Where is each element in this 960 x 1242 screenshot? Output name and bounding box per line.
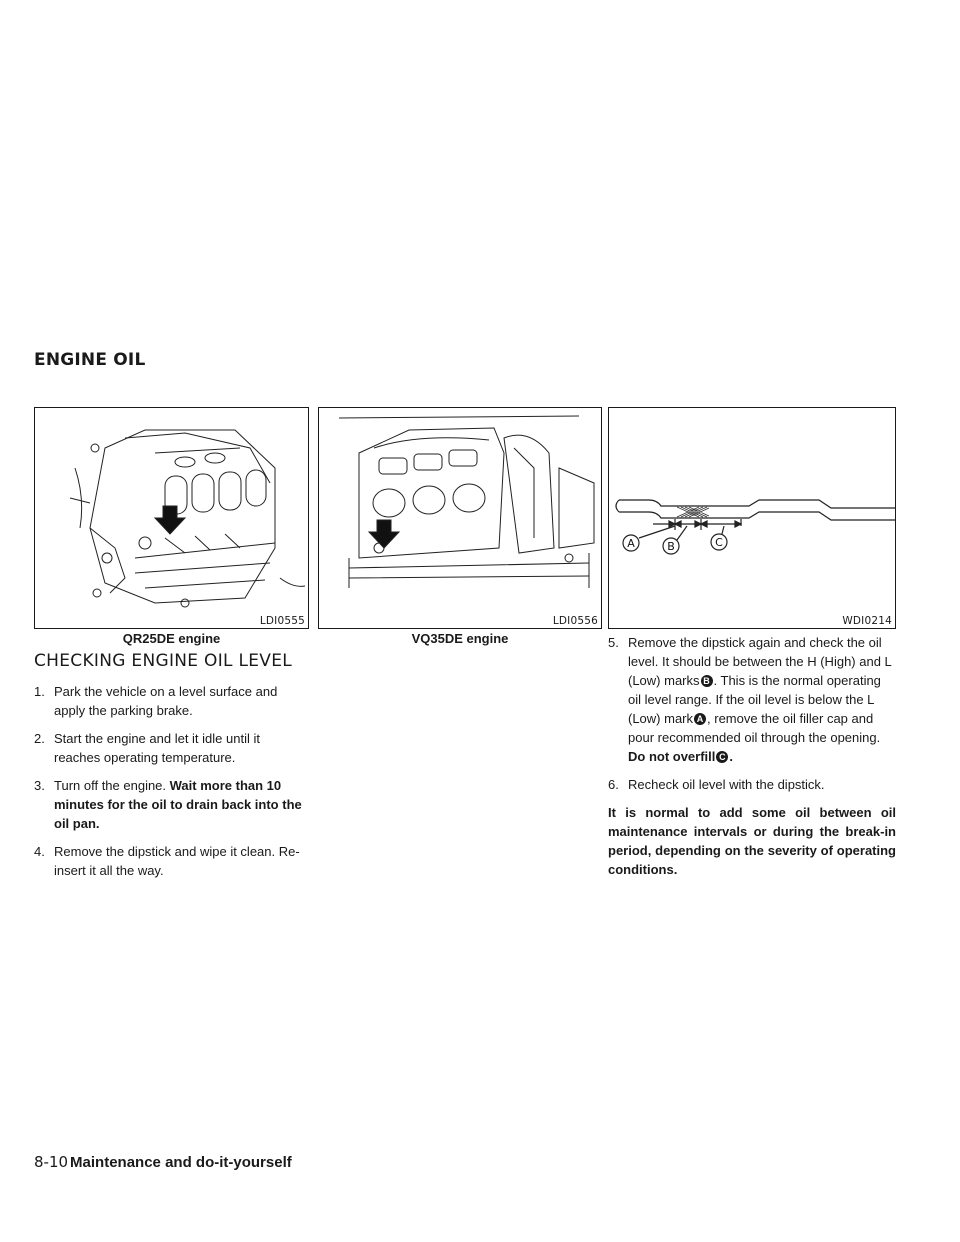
dipstick-mark-b: B — [667, 540, 675, 553]
steps-column-3 — [608, 633, 896, 879]
step-number: 6. — [608, 777, 619, 792]
step-warning: Do not overfill — [628, 749, 716, 764]
step-text: Remove the dipstick again and check the oil level. It should be between the H (High) and L (Low) marks — [628, 635, 892, 688]
step-text: Recheck oil level with the dipstick. — [628, 777, 825, 792]
step-text: Start the engine and let it idle until it reaches operating temperature. — [54, 731, 260, 765]
page-number: 8-10 — [34, 1153, 69, 1171]
step-item — [34, 682, 309, 720]
subheading: CHECKING ENGINE OIL LEVEL — [34, 651, 293, 671]
figure-code: WDI0214 — [842, 615, 892, 627]
step-number: 1. — [34, 684, 45, 699]
step-end: . — [729, 749, 734, 764]
step-item — [34, 776, 309, 833]
dipstick-illustration — [609, 408, 896, 629]
step-item — [608, 633, 896, 766]
steps-column-1 — [34, 682, 309, 889]
mark-c-badge: C — [716, 751, 728, 763]
step-text: Park the vehicle on a level surface and apply the parking brake. — [54, 684, 278, 718]
step-item — [34, 729, 309, 767]
figure-vq35de — [318, 407, 602, 629]
step-text: Remove the dipstick and wipe it clean. Re-insert it all the way. — [54, 844, 300, 878]
step-text: . This is the normal operating oil level range. If the oil level is below the L (Low) mark — [628, 673, 881, 726]
step-number: 5. — [608, 635, 619, 650]
figure-code: LDI0556 — [552, 615, 598, 627]
step-number: 4. — [34, 844, 45, 859]
chapter-title: Maintenance and do-it-yourself — [70, 1154, 292, 1171]
figure-caption-qr25de: QR25DE engine — [122, 631, 221, 646]
figure-code: LDI0555 — [259, 615, 305, 627]
vq35de-engine-illustration — [319, 408, 602, 629]
step-item — [608, 775, 896, 794]
step-number: 2. — [34, 731, 45, 746]
qr25de-engine-illustration — [35, 408, 309, 629]
figure-dipstick — [608, 407, 896, 629]
figure-caption-vq35de: VQ35DE engine — [411, 631, 509, 646]
mark-b-badge: B — [701, 675, 713, 687]
step-warning: Wait more than 10 minutes for the oil to drain back into the oil pan. — [54, 778, 302, 831]
dipstick-mark-a: A — [627, 537, 635, 550]
page-footer — [34, 1153, 292, 1171]
step-item — [34, 842, 309, 880]
step-text: , remove the oil filler cap and pour recommended oil through the opening. — [628, 711, 881, 745]
oil-note: It is normal to add some oil between oil maintenance intervals or during the break-in period, depending on the severity of operating conditions. — [608, 805, 896, 877]
section-title: ENGINE OIL — [34, 350, 146, 370]
figure-qr25de — [34, 407, 309, 629]
dipstick-mark-c: C — [715, 536, 723, 549]
step-number: 3. — [34, 778, 45, 793]
mark-a-badge: A — [694, 713, 706, 725]
step-text: Turn off the engine. — [54, 778, 170, 793]
